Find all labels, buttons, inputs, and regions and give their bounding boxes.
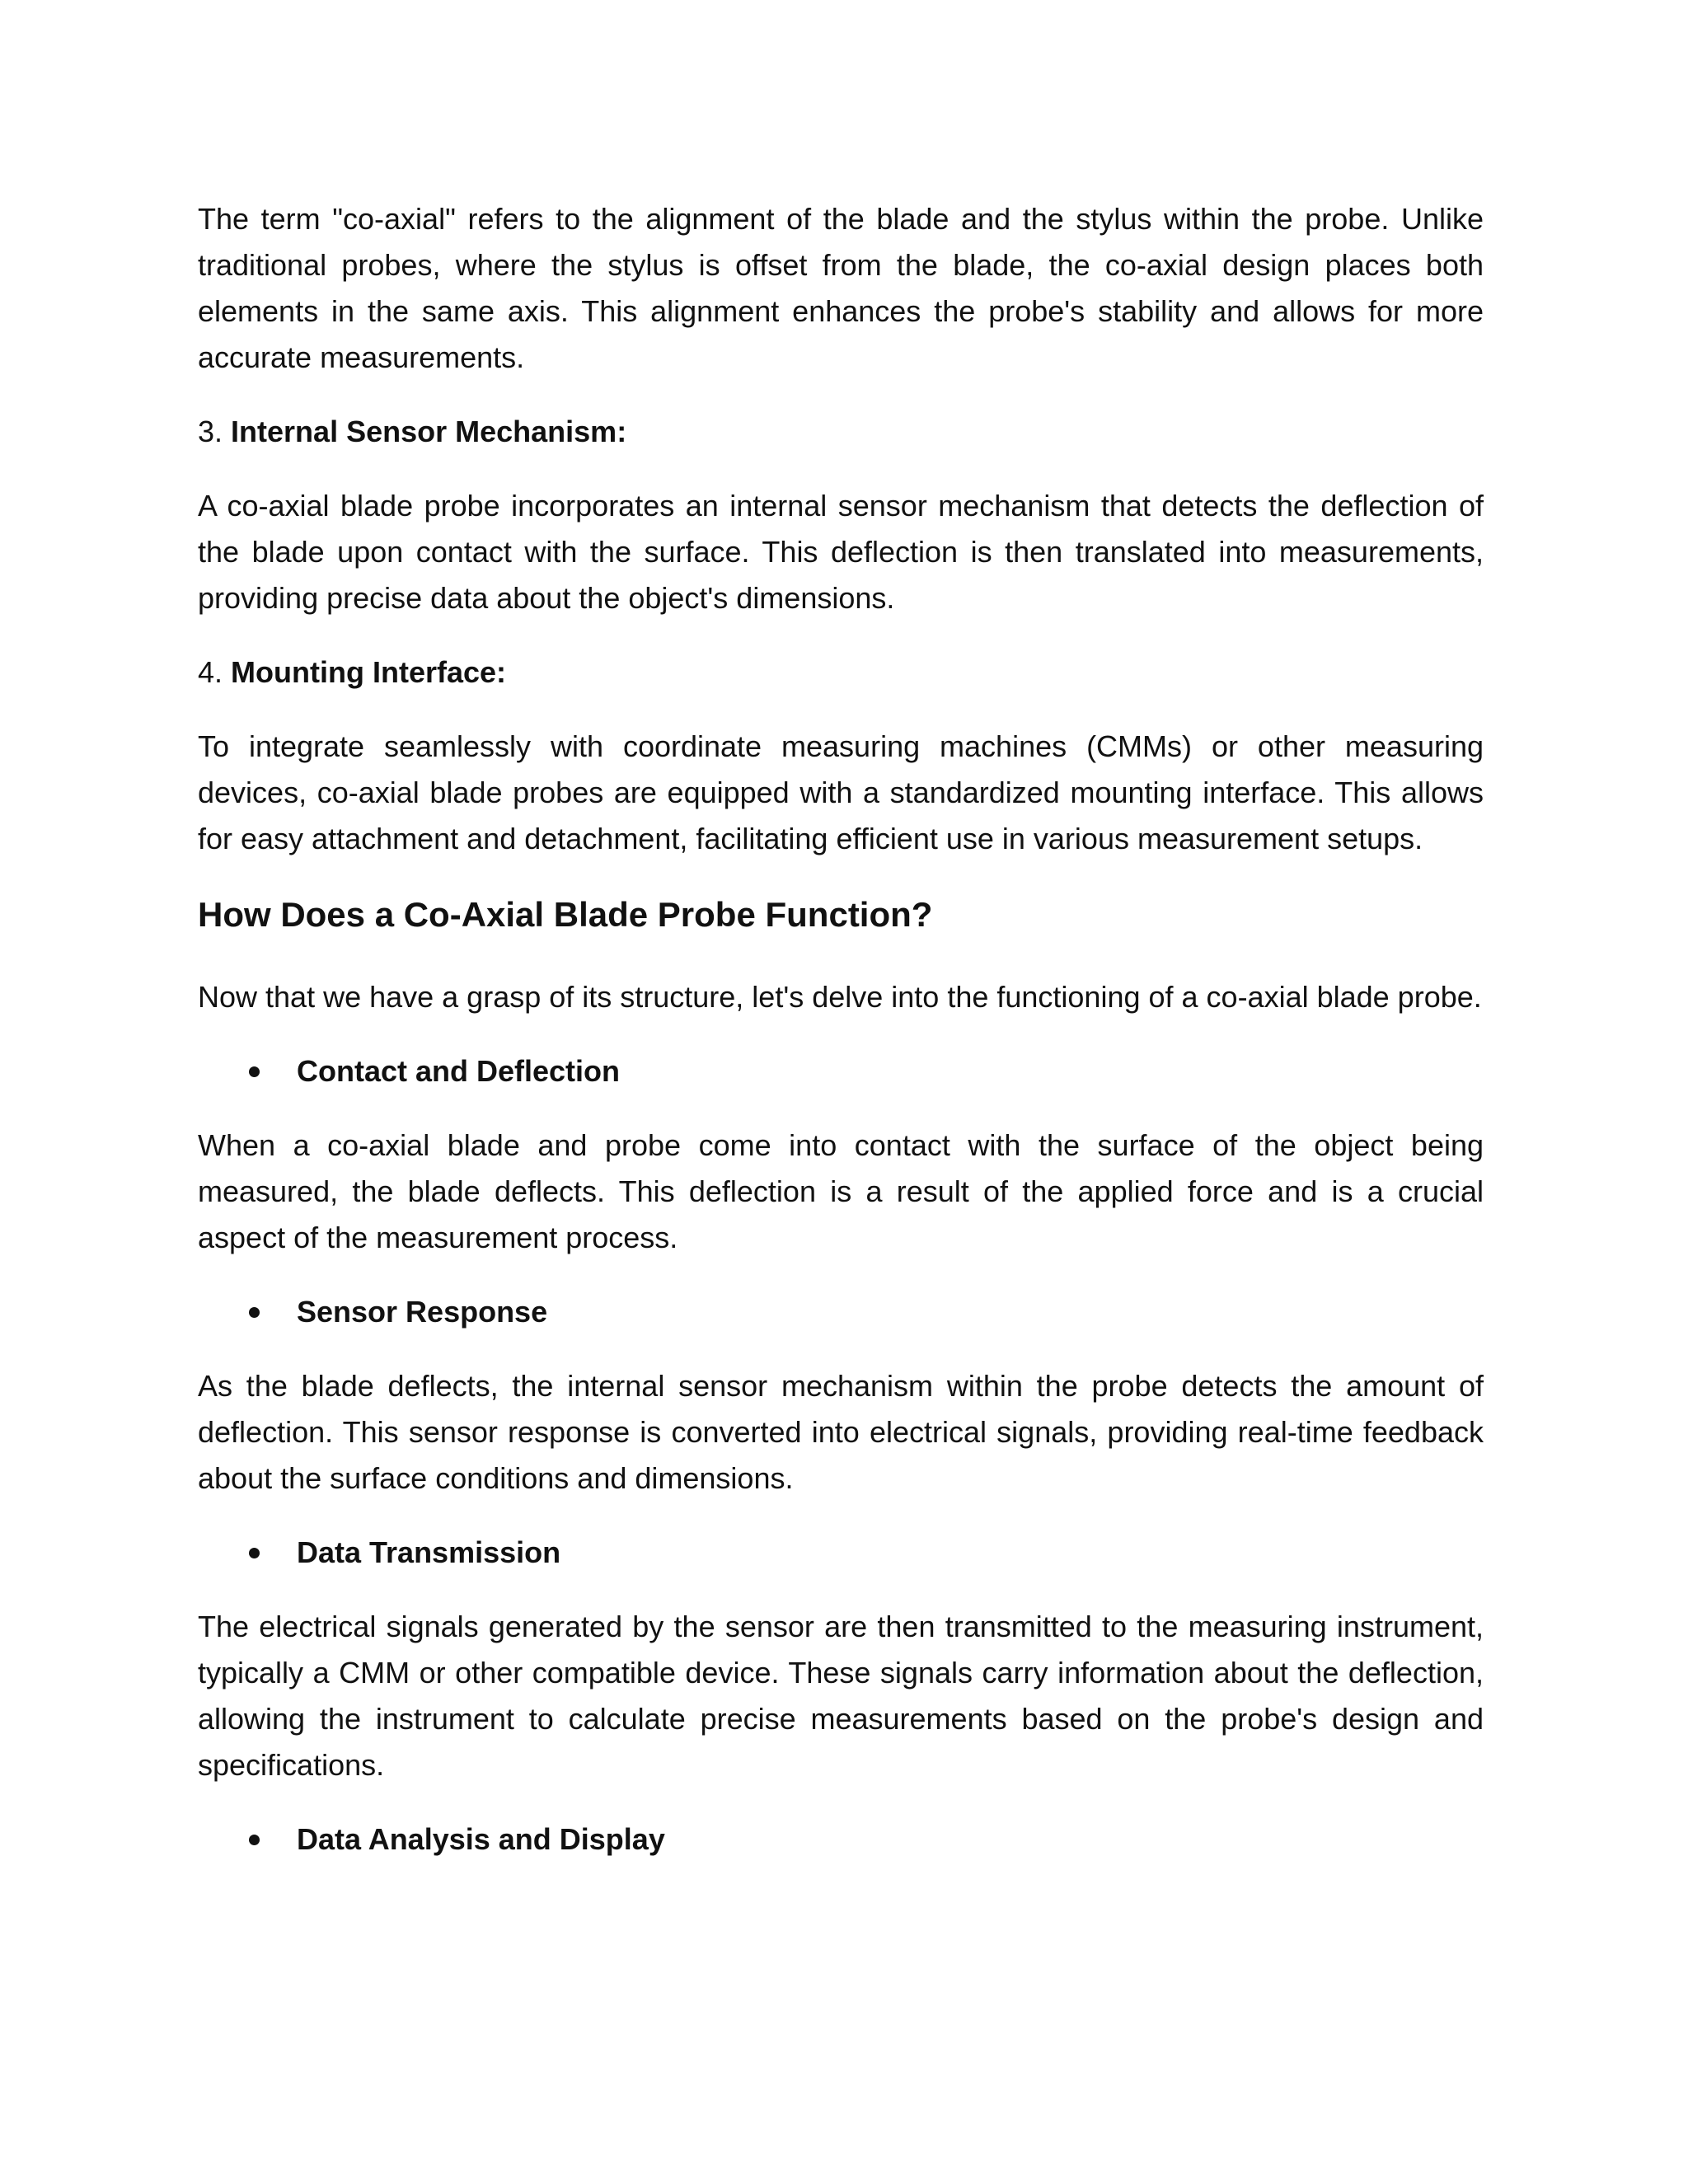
numbered-item-4-number: 4.: [198, 655, 223, 689]
section-heading: How Does a Co-Axial Blade Probe Function?: [198, 895, 933, 934]
bullet-label: Contact and Deflection: [297, 1054, 621, 1088]
numbered-item-4: [198, 649, 1484, 696]
bullet-contact-deflection: [198, 1048, 1484, 1094]
bullet-dot-icon: [249, 1307, 260, 1318]
function-intro-paragraph: Now that we have a grasp of its structure, let's delve into the functioning of a co-axial blade probe.: [198, 980, 1482, 1014]
contact-paragraph: When a co-axial blade and probe come into contact with the surface of the object being measured, the blade deflects. This deflection is a result of the applied force and is a crucial aspect of the measurement process.: [198, 1128, 1484, 1254]
bullet-dot-icon: [249, 1066, 260, 1077]
bullet-data-transmission: [198, 1530, 1484, 1576]
intro-paragraph: The term "co-axial" refers to the alignment of the blade and the stylus within the probe. Unlike traditional probes, where the stylus is offset from the blade, the co-axial design places both elements in the same axis. This alignment enhances the probe's stability and allows for more accurate measurements.: [198, 202, 1484, 374]
sensor-paragraph: A co-axial blade probe incorporates an internal sensor mechanism that detects the deflection of the blade upon contact with the surface. This deflection is then translated into measurements, providing precise data about the object's dimensions.: [198, 489, 1484, 615]
numbered-item-3-number: 3.: [198, 415, 223, 448]
bullet-dot-icon: [249, 1835, 260, 1845]
bullet-label: Data Analysis and Display: [297, 1822, 665, 1856]
numbered-item-3-title: Internal Sensor Mechanism:: [231, 415, 627, 448]
bullet-dot-icon: [249, 1548, 260, 1558]
mounting-paragraph: To integrate seamlessly with coordinate measuring machines (CMMs) or other measuring devices, co-axial blade probes are equipped with a standardized mounting interface. This allows for easy attachment and detachment, facilitating efficient use in various measurement setups.: [198, 729, 1484, 855]
bullet-label: Data Transmission: [297, 1535, 561, 1569]
response-paragraph: As the blade deflects, the internal sensor mechanism within the probe detects the amount of deflection. This sensor response is converted into electrical signals, providing real-time feedback about the surface conditions and dimensions.: [198, 1369, 1484, 1495]
document-page: [198, 196, 1484, 1891]
bullet-label: Sensor Response: [297, 1295, 548, 1329]
numbered-item-3: [198, 409, 1484, 455]
bullet-sensor-response: [198, 1289, 1484, 1335]
numbered-item-4-title: Mounting Interface:: [231, 655, 507, 689]
bullet-data-analysis-display: [198, 1816, 1484, 1863]
transmission-paragraph: The electrical signals generated by the sensor are then transmitted to the measuring instrument, typically a CMM or other compatible device. These signals carry information about the deflection, allowing the instrument to calculate precise measurements based on the probe's design and specifications.: [198, 1610, 1484, 1782]
